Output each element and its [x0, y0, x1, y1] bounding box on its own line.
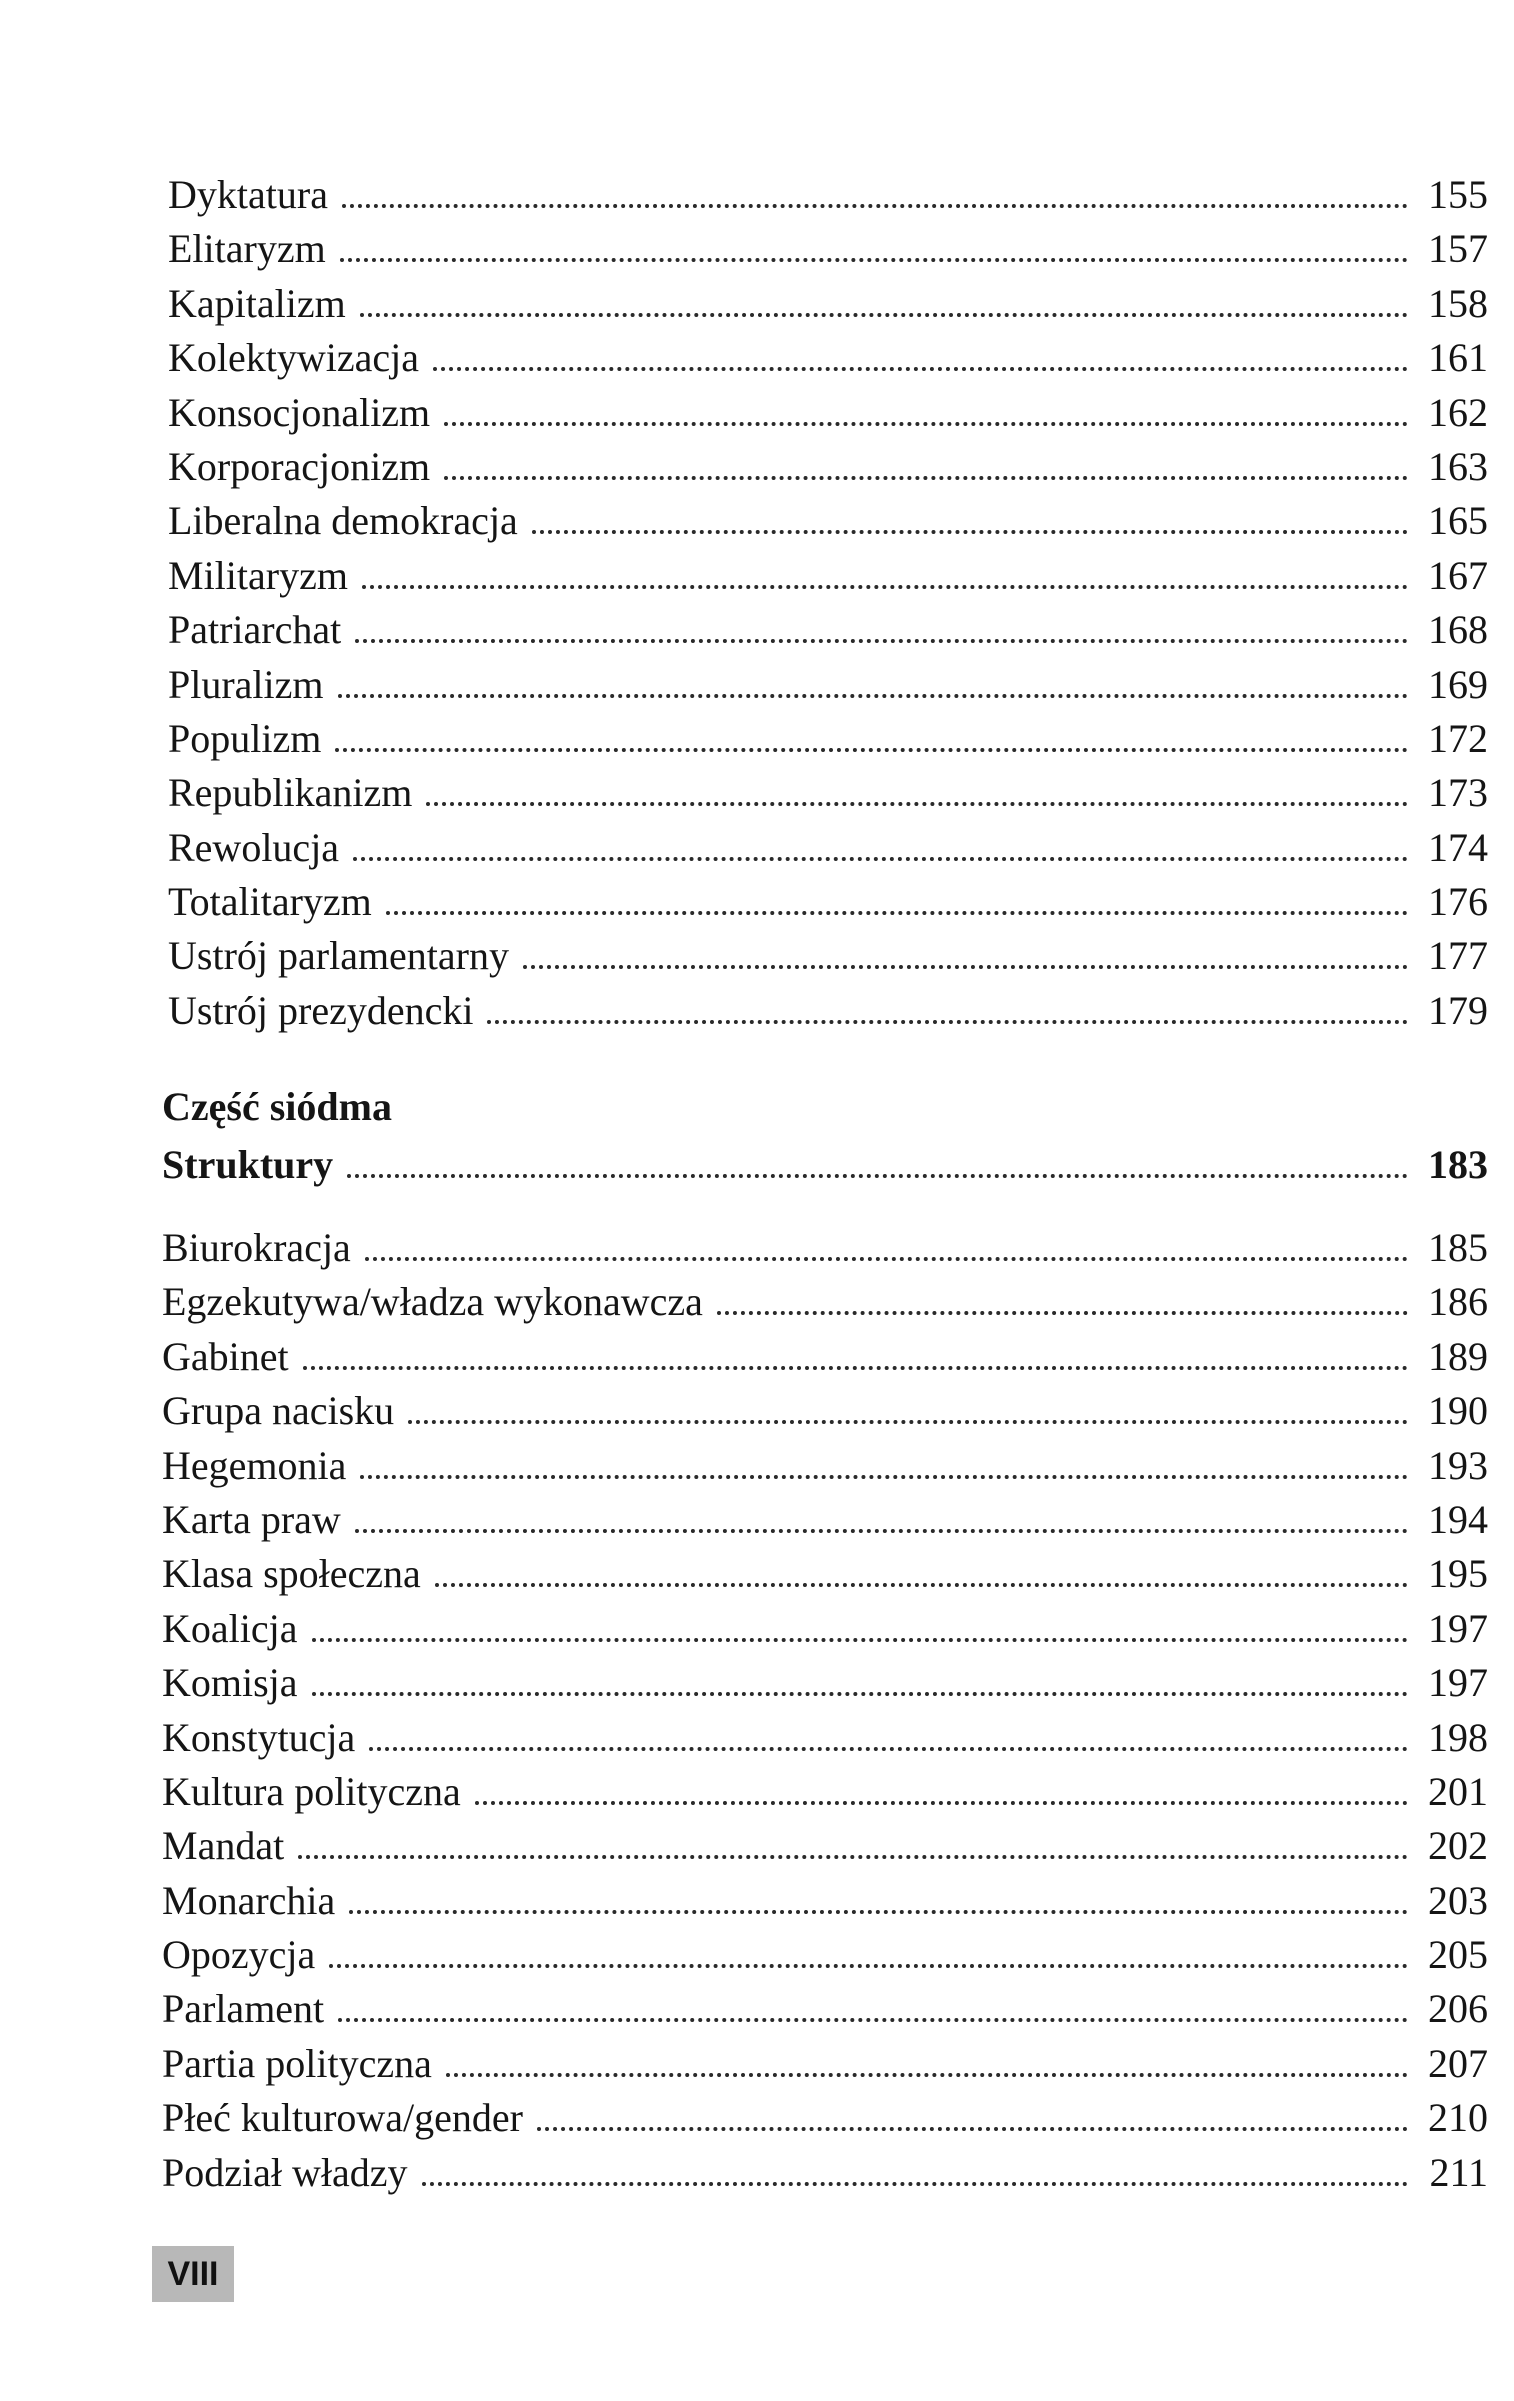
dot-leader	[444, 436, 1408, 480]
dot-leader	[355, 1489, 1408, 1533]
toc-entry-label: Koalicja	[162, 1605, 298, 1651]
toc-entry-page-number: 155	[1428, 172, 1488, 217]
toc-entry[interactable]	[168, 599, 1488, 653]
dot-leader	[342, 164, 1408, 208]
toc-entry-page-number: 161	[1428, 335, 1488, 381]
dot-leader	[355, 599, 1408, 643]
toc-entry[interactable]	[162, 2142, 1488, 2196]
toc-entry-label: Pluralizm	[168, 661, 324, 707]
toc-entry-page-number: 162	[1428, 389, 1488, 435]
toc-entry-page-number: 167	[1428, 552, 1488, 598]
toc-entry-label: Rewolucja	[168, 824, 340, 870]
toc-entry-label: Totalitaryzm	[168, 879, 372, 925]
toc-entry-label: Elitaryzm	[168, 226, 326, 272]
toc-entry-label: Populizm	[168, 715, 322, 761]
toc-entry-label: Grupa nacisku	[162, 1388, 395, 1434]
toc-entry-page-number: 179	[1428, 987, 1488, 1033]
toc-entry-page-number: 173	[1428, 770, 1488, 816]
toc-entry-page-number: 172	[1428, 715, 1488, 761]
toc-entry[interactable]	[162, 1598, 1488, 1652]
toc-entry-page-number: 197	[1428, 1605, 1488, 1651]
toc-entry-label: Biurokracja	[162, 1225, 351, 1270]
toc-entry-page-number: 194	[1428, 1496, 1488, 1542]
dot-leader	[433, 327, 1408, 371]
toc-entry[interactable]	[168, 980, 1488, 1034]
dot-leader	[408, 1380, 1408, 1424]
dot-leader	[365, 1217, 1408, 1261]
toc-entry[interactable]	[168, 925, 1488, 979]
dot-leader	[349, 1870, 1408, 1914]
dot-leader	[298, 1815, 1408, 1859]
toc-list-part-seven	[162, 1217, 1488, 2196]
dot-leader	[426, 762, 1408, 806]
toc-entry-page-number: 207	[1428, 2040, 1488, 2086]
page-folio: VIII	[152, 2246, 234, 2302]
toc-entry-label: Klasa społeczna	[162, 1551, 421, 1597]
toc-entry-page-number: 198	[1428, 1714, 1488, 1760]
toc-entry[interactable]	[168, 871, 1488, 925]
toc-entry[interactable]	[162, 1707, 1488, 1761]
dot-leader	[312, 1652, 1408, 1696]
toc-entry-label: Podział władzy	[162, 2149, 408, 2195]
dot-leader	[362, 545, 1408, 589]
toc-entry[interactable]	[162, 1815, 1488, 1869]
section-heading	[162, 1080, 1488, 1188]
dot-leader	[369, 1707, 1408, 1751]
toc-entry[interactable]	[168, 708, 1488, 762]
toc-entry-page-number: 205	[1428, 1932, 1488, 1978]
section-page-number: 183	[1428, 1142, 1488, 1187]
dot-leader	[435, 1543, 1408, 1587]
toc-entry-label: Mandat	[162, 1823, 285, 1869]
dot-leader	[303, 1326, 1408, 1370]
toc-entry-label: Kultura polityczna	[162, 1768, 461, 1814]
toc-entry[interactable]	[168, 762, 1488, 816]
toc-entry[interactable]	[162, 1326, 1488, 1380]
toc-entry-page-number: 203	[1428, 1877, 1488, 1923]
toc-entry[interactable]	[162, 1217, 1488, 1271]
toc-entry-page-number: 202	[1428, 1823, 1488, 1869]
dot-leader	[329, 1924, 1408, 1968]
toc-entry-label: Liberalna demokracja	[168, 498, 518, 544]
toc-entry-label: Monarchia	[162, 1877, 336, 1923]
dot-leader	[386, 871, 1408, 915]
dot-leader	[347, 1134, 1408, 1178]
toc-entry[interactable]	[162, 1924, 1488, 1978]
dot-leader	[353, 817, 1408, 861]
toc-entry-page-number: 157	[1428, 226, 1488, 272]
toc-entry-page-number: 168	[1428, 607, 1488, 653]
toc-entry[interactable]	[162, 1870, 1488, 1924]
dot-leader	[338, 1978, 1408, 2022]
part-label: Część siódma	[162, 1084, 392, 1129]
toc-entry-page-number: 210	[1428, 2095, 1488, 2141]
toc-entry-label: Parlament	[162, 1986, 325, 2032]
toc-entry[interactable]	[162, 1489, 1488, 1543]
toc-entry[interactable]	[162, 1978, 1488, 2032]
toc-entry-label: Konsocjonalizm	[168, 389, 431, 435]
dot-leader	[532, 490, 1408, 534]
toc-entry[interactable]	[162, 1761, 1488, 1815]
toc-entry-label: Opozycja	[162, 1932, 316, 1978]
toc-entry-label: Partia polityczna	[162, 2040, 432, 2086]
toc-entry-section[interactable]	[162, 1134, 1488, 1188]
toc-entry-page-number: 169	[1428, 661, 1488, 707]
toc-entry-label: Gabinet	[162, 1333, 289, 1379]
dot-leader	[422, 2142, 1409, 2186]
toc-entry[interactable]	[168, 545, 1488, 599]
dot-leader	[312, 1598, 1409, 1642]
toc-entry[interactable]	[162, 1435, 1488, 1489]
toc-entry-page-number: 201	[1428, 1768, 1488, 1814]
dot-leader	[444, 382, 1408, 426]
toc-entry-label: Kolektywizacja	[168, 335, 419, 381]
toc-entry-page-number: 165	[1428, 498, 1488, 544]
toc-list-part-six	[168, 164, 1488, 1034]
dot-leader	[487, 980, 1408, 1024]
toc-entry[interactable]	[162, 1271, 1488, 1325]
toc-entry[interactable]	[162, 1543, 1488, 1597]
toc-entry-label: Egzekutywa/władza wykonawcza	[162, 1279, 703, 1325]
toc-entry[interactable]	[168, 654, 1488, 708]
toc-entry[interactable]	[168, 382, 1488, 436]
toc-entry-label: Kapitalizm	[168, 280, 346, 326]
toc-entry[interactable]	[162, 2087, 1488, 2141]
dot-leader	[338, 654, 1408, 698]
toc-entry-label: Militaryzm	[168, 552, 348, 598]
toc-entry-page-number: 163	[1428, 443, 1488, 489]
toc-entry-label: Ustrój prezydencki	[168, 987, 474, 1033]
toc-entry-page-number: 190	[1428, 1388, 1488, 1434]
toc-entry-page-number: 186	[1428, 1279, 1488, 1325]
toc-entry-page-number: 206	[1428, 1986, 1488, 2032]
toc-entry-page-number: 195	[1428, 1551, 1488, 1597]
toc-entry[interactable]	[168, 273, 1488, 327]
toc-entry[interactable]	[162, 1652, 1488, 1706]
toc-entry-page-number: 177	[1428, 933, 1488, 979]
toc-entry[interactable]	[168, 164, 1488, 218]
toc-entry-label: Karta praw	[162, 1496, 341, 1542]
dot-leader	[360, 273, 1408, 317]
toc-entry[interactable]	[168, 817, 1488, 871]
dot-leader	[475, 1761, 1408, 1805]
toc-entry-label: Patriarchat	[168, 607, 342, 653]
toc-entry-page-number: 176	[1428, 879, 1488, 925]
toc-entry-page-number: 174	[1428, 824, 1488, 870]
toc-entry[interactable]	[162, 2033, 1488, 2087]
toc-entry-label: Korporacjonizm	[168, 443, 431, 489]
dot-leader	[335, 708, 1408, 752]
toc-entry-page-number: 197	[1428, 1660, 1488, 1706]
toc-entry-page-number: 211	[1429, 2149, 1488, 2195]
toc-entry[interactable]	[162, 1380, 1488, 1434]
toc-entry-page-number: 193	[1428, 1442, 1488, 1488]
dot-leader	[523, 925, 1408, 969]
toc-entry-page-number: 158	[1428, 280, 1488, 326]
dot-leader	[717, 1271, 1408, 1315]
toc-entry-label: Ustrój parlamentarny	[168, 933, 509, 979]
toc-entry-label: Republikanizm	[168, 770, 413, 816]
toc-entry[interactable]	[168, 436, 1488, 490]
toc-entry-label: Konstytucja	[162, 1714, 356, 1760]
toc-entry-label: Płeć kulturowa/gender	[162, 2095, 523, 2141]
toc-entry[interactable]	[168, 327, 1488, 381]
dot-leader	[360, 1435, 1408, 1479]
dot-leader	[446, 2033, 1408, 2077]
toc-entry-label: Hegemonia	[162, 1442, 347, 1488]
toc-entry-page-number: 185	[1428, 1225, 1488, 1270]
toc-entry-label: Komisja	[162, 1660, 298, 1706]
toc-entry-label: Dyktatura	[168, 172, 328, 217]
dot-leader	[340, 218, 1408, 262]
toc-entry[interactable]	[168, 490, 1488, 544]
dot-leader	[537, 2087, 1408, 2131]
toc-entry-page-number: 189	[1428, 1333, 1488, 1379]
toc-entry[interactable]	[168, 218, 1488, 272]
section-title: Struktury	[162, 1142, 334, 1187]
